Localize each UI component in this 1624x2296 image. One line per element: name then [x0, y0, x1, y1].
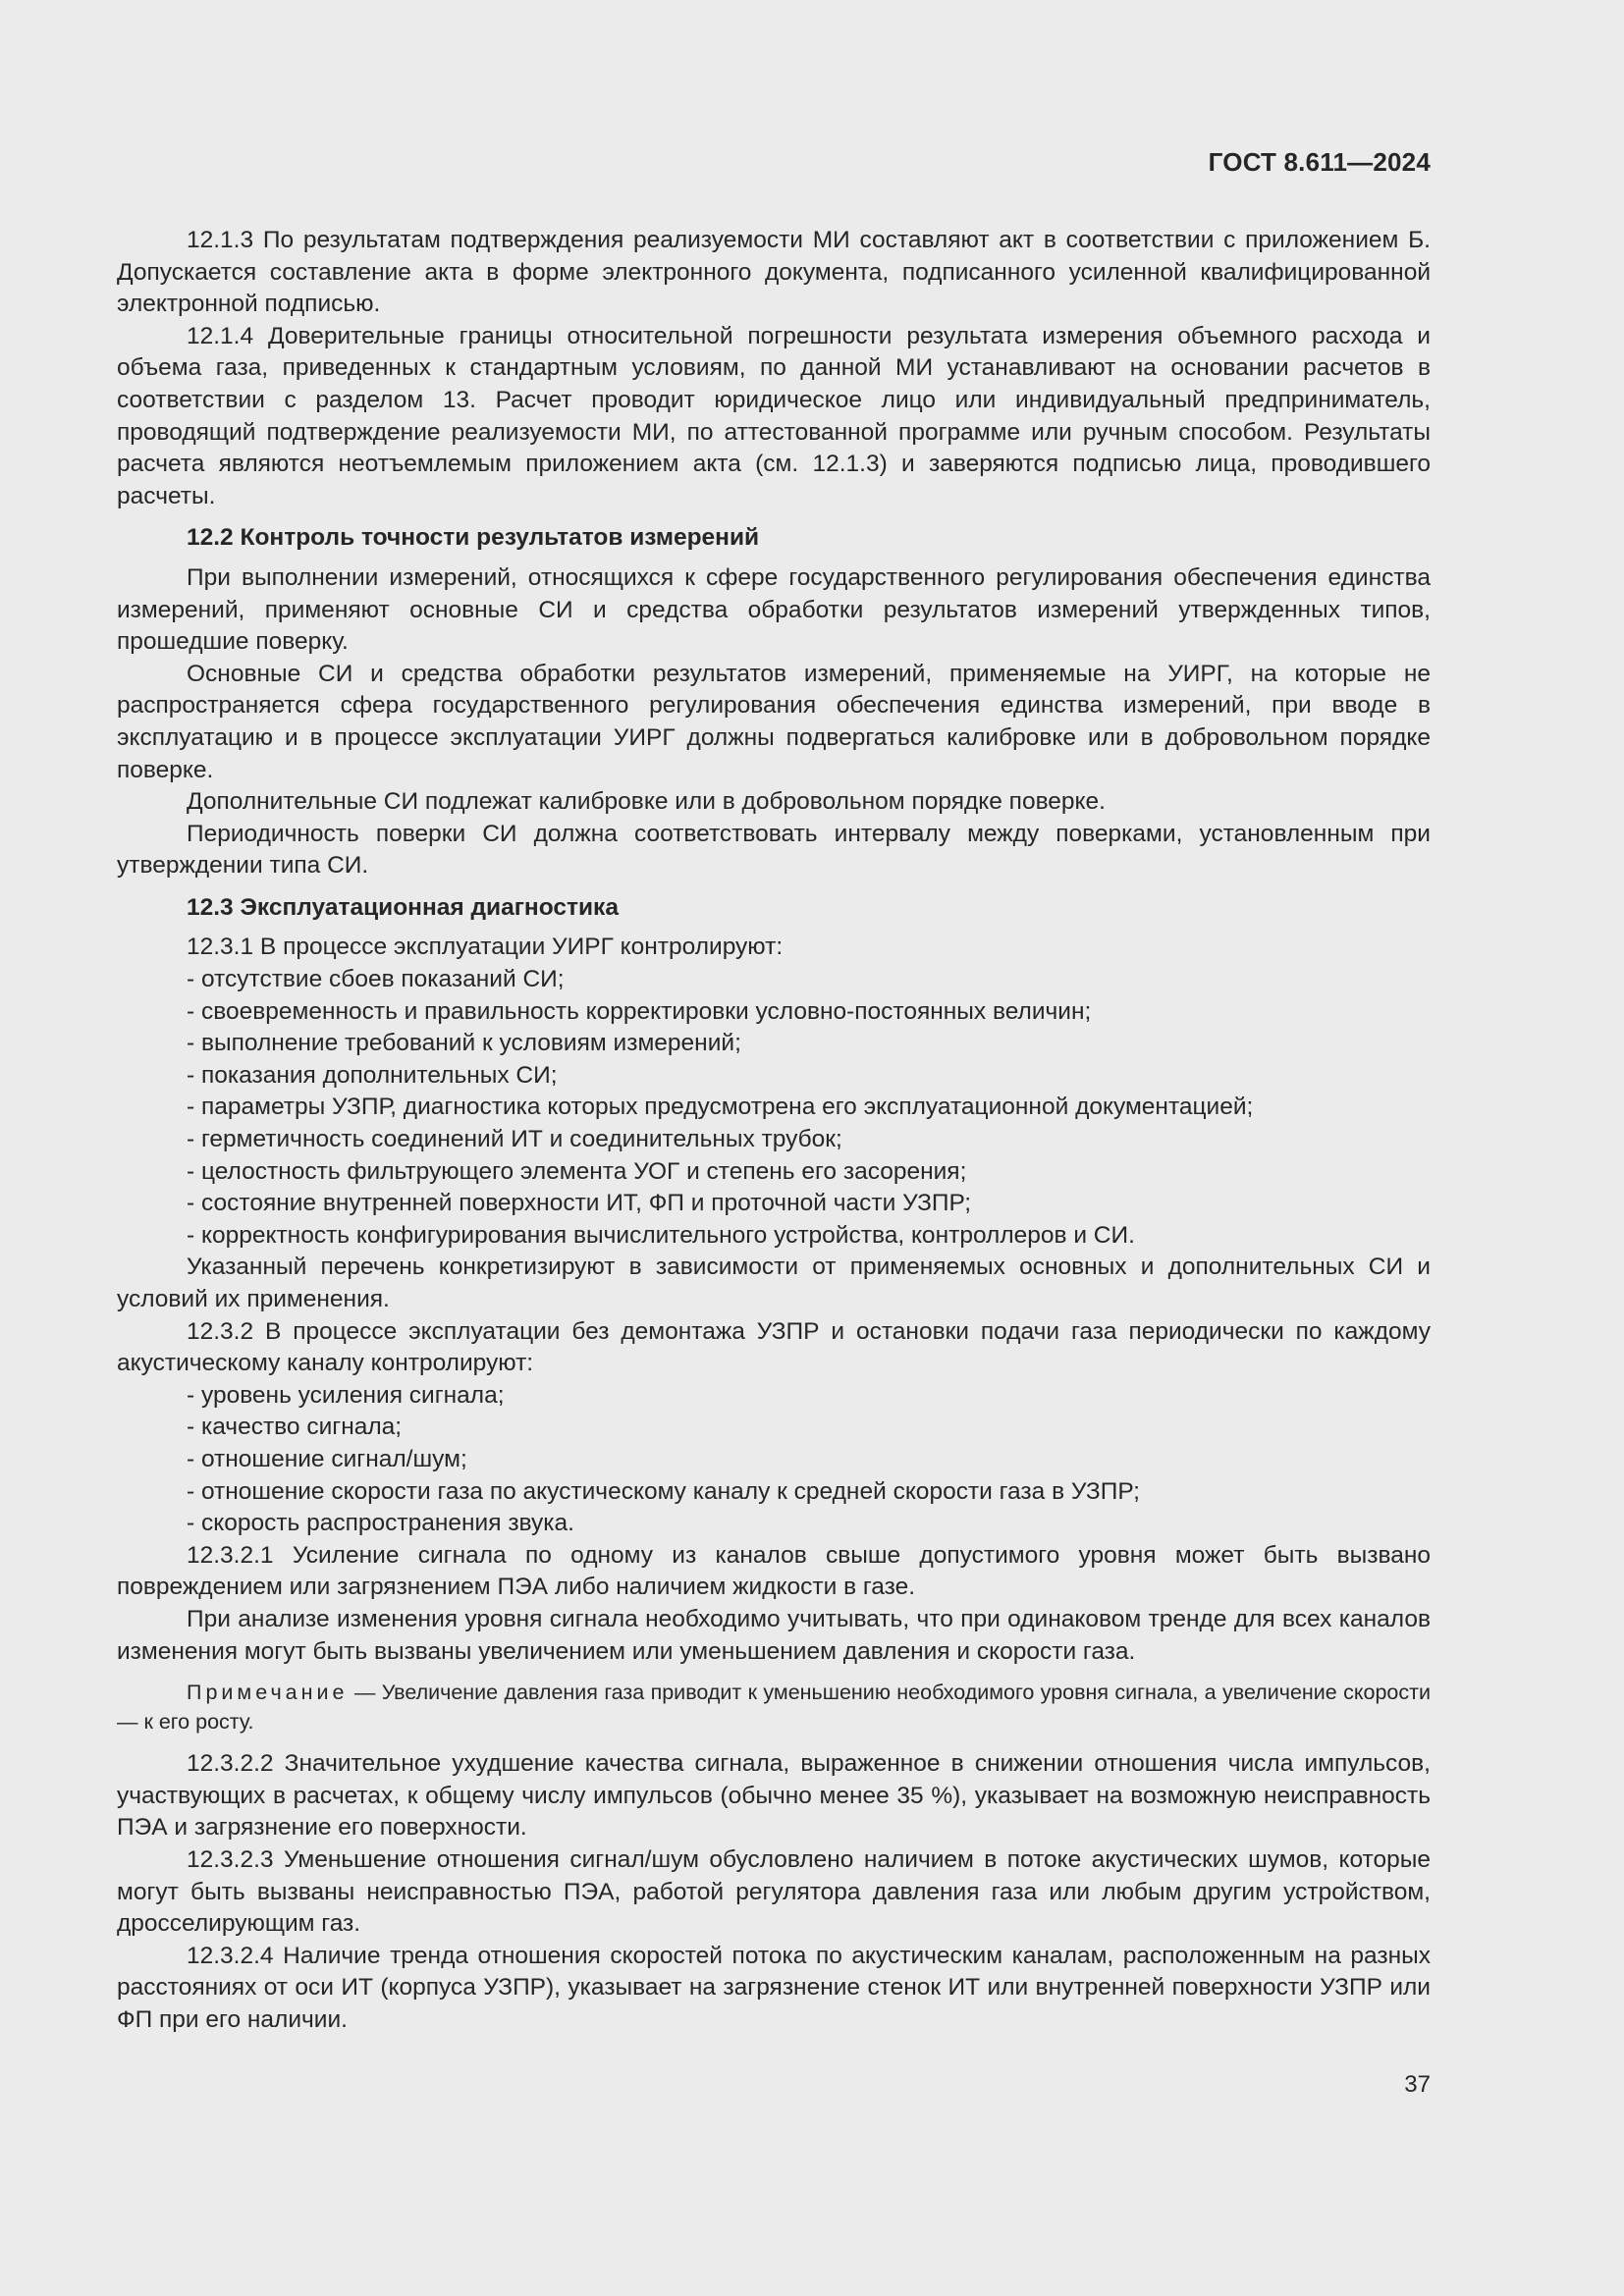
- paragraph-12-3-2-2: 12.3.2.2 Значительное ухудшение качества сигнала, выраженное в снижении отношения числа импульсов, участвующих в расчетах, к общему числу импульсов (обычно менее 35 %), указывает на возможную неисправность ПЭА и загрязнение его поверхности.: [117, 1750, 1431, 1842]
- list-item: - отношение сигнал/шум;: [187, 1445, 467, 1472]
- paragraph-signal-trend: При анализе изменения уровня сигнала необходимо учитывать, что при одинаковом тренде для всех каналов изменения могут быть вызваны увеличением или уменьшением давления и скорости газа.: [117, 1605, 1431, 1665]
- list-item: - скорость распространения звука.: [187, 1510, 574, 1537]
- paragraph-verification: При выполнении измерений, относящихся к сфере государственного регулирования обеспечения единства измерений, применяют основные СИ и средства обработки результатов измерений утвержденных типов, прошедшие поверку.: [117, 563, 1431, 656]
- list-item: - корректность конфигурирования вычислительного устройства, контроллеров и СИ.: [187, 1221, 1135, 1249]
- paragraph-12-3-2-1: 12.3.2.1 Усиление сигнала по одному из каналов свыше допустимого уровня может быть вызвано повреждением или загрязнением ПЭА либо наличием жидкости в газе.: [117, 1541, 1431, 1601]
- list-item: - параметры УЗПР, диагностика которых предусмотрена его эксплуатационной документацией;: [187, 1094, 1254, 1121]
- list-item: - герметичность соединений ИТ и соединительных трубок;: [187, 1126, 842, 1153]
- list-item: - качество сигнала;: [187, 1414, 403, 1441]
- paragraph-12-1-3: 12.1.3 По результатам подтверждения реализуемости МИ составляют акт в соответствии с приложением Б. Допускается составление акта в форме электронного документа, подписанного усиленной квалифицированной электронной подписью.: [117, 227, 1431, 318]
- note: [117, 1678, 1431, 1736]
- list-item: - целостность фильтрующего элемента УОГ и степень его засорения;: [187, 1157, 967, 1185]
- list-item: - выполнение требований к условиям измерений;: [187, 1030, 741, 1057]
- document-body: [117, 225, 1431, 2036]
- section-heading-12-3: 12.3 Эксплуатационная диагностика: [187, 893, 619, 921]
- list-item: - состояние внутренней поверхности ИТ, ФП и проточной части УЗПР;: [187, 1190, 972, 1217]
- list-item: - своевременность и правильность корректировки условно-постоянных величин;: [187, 997, 1092, 1025]
- paragraph-list-note: Указанный перечень конкретизируют в зависимости от применяемых основных и дополнительных СИ и условий их применения.: [117, 1254, 1431, 1312]
- paragraph-12-3-2-4: 12.3.2.4 Наличие тренда отношения скоростей потока по акустическим каналам, расположенным на разных расстояниях от оси ИТ (корпуса УЗПР), указывает на загрязнение стенок ИТ или внутренней поверхности УЗПР или ФП при его наличии.: [117, 1942, 1431, 2033]
- page-number: 37: [1404, 2071, 1431, 2098]
- section-heading-12-2: 12.2 Контроль точности результатов измерений: [187, 524, 760, 552]
- list-item: - отсутствие сбоев показаний СИ;: [187, 966, 565, 993]
- paragraph-12-3-1: 12.3.1 В процессе эксплуатации УИРГ контролируют:: [187, 934, 784, 961]
- paragraph-periodicity: Периодичность поверки СИ должна соответствовать интервалу между поверками, установленным при утверждении типа СИ.: [117, 820, 1431, 880]
- paragraph-additional-si: Дополнительные СИ подлежат калибровке или в добровольном порядке поверке.: [187, 788, 1106, 816]
- note-label: Примечание: [187, 1681, 349, 1705]
- note-text: — Увеличение давления газа приводит к уменьшению необходимого уровня сигнала, а увеличение скорости — к его росту.: [117, 1681, 1431, 1735]
- list-item: - показания дополнительных СИ;: [187, 1061, 558, 1089]
- list-item: - отношение скорости газа по акустическому каналу к средней скорости газа в УЗПР;: [187, 1477, 1140, 1505]
- paragraph-calibration: Основные СИ и средства обработки результатов измерений, применяемые на УИРГ, на которые не распространяется сфера государственного регулирования обеспечения единства измерений, при вводе в эксплуатацию и в процессе эксплуатации УИРГ должны подвергаться калибровке или в добровольном порядке поверке.: [117, 660, 1431, 783]
- paragraph-12-1-4: 12.1.4 Доверительные границы относительной погрешности результата измерения объемного расхода и объема газа, приведенных к стандартным условиям, по данной МИ устанавливают на основании расчетов в соответствии с разделом 13. Расчет проводит юридическое лицо или индивидуальный предприниматель, проводящий подтверждение реализуемости МИ, по аттестованной программе или ручным способом. Результаты расчета являются неотъемлемым приложением акта (см. 12.1.3) и заверяются подписью лица, проводившего расчеты.: [117, 322, 1431, 509]
- paragraph-12-3-2: 12.3.2 В процессе эксплуатации без демонтажа УЗПР и остановки подачи газа периодически по каждому акустическому каналу контролируют:: [117, 1317, 1431, 1377]
- document-code-header: ГОСТ 8.611—2024: [1208, 147, 1431, 177]
- list-item: - уровень усиления сигнала;: [187, 1381, 505, 1409]
- paragraph-12-3-2-3: 12.3.2.3 Уменьшение отношения сигнал/шум обусловлено наличием в потоке акустических шумов, которые могут быть вызваны неисправностью ПЭА, работой регулятора давления газа или любым другим устройством, дросселирующим газ.: [117, 1845, 1431, 1938]
